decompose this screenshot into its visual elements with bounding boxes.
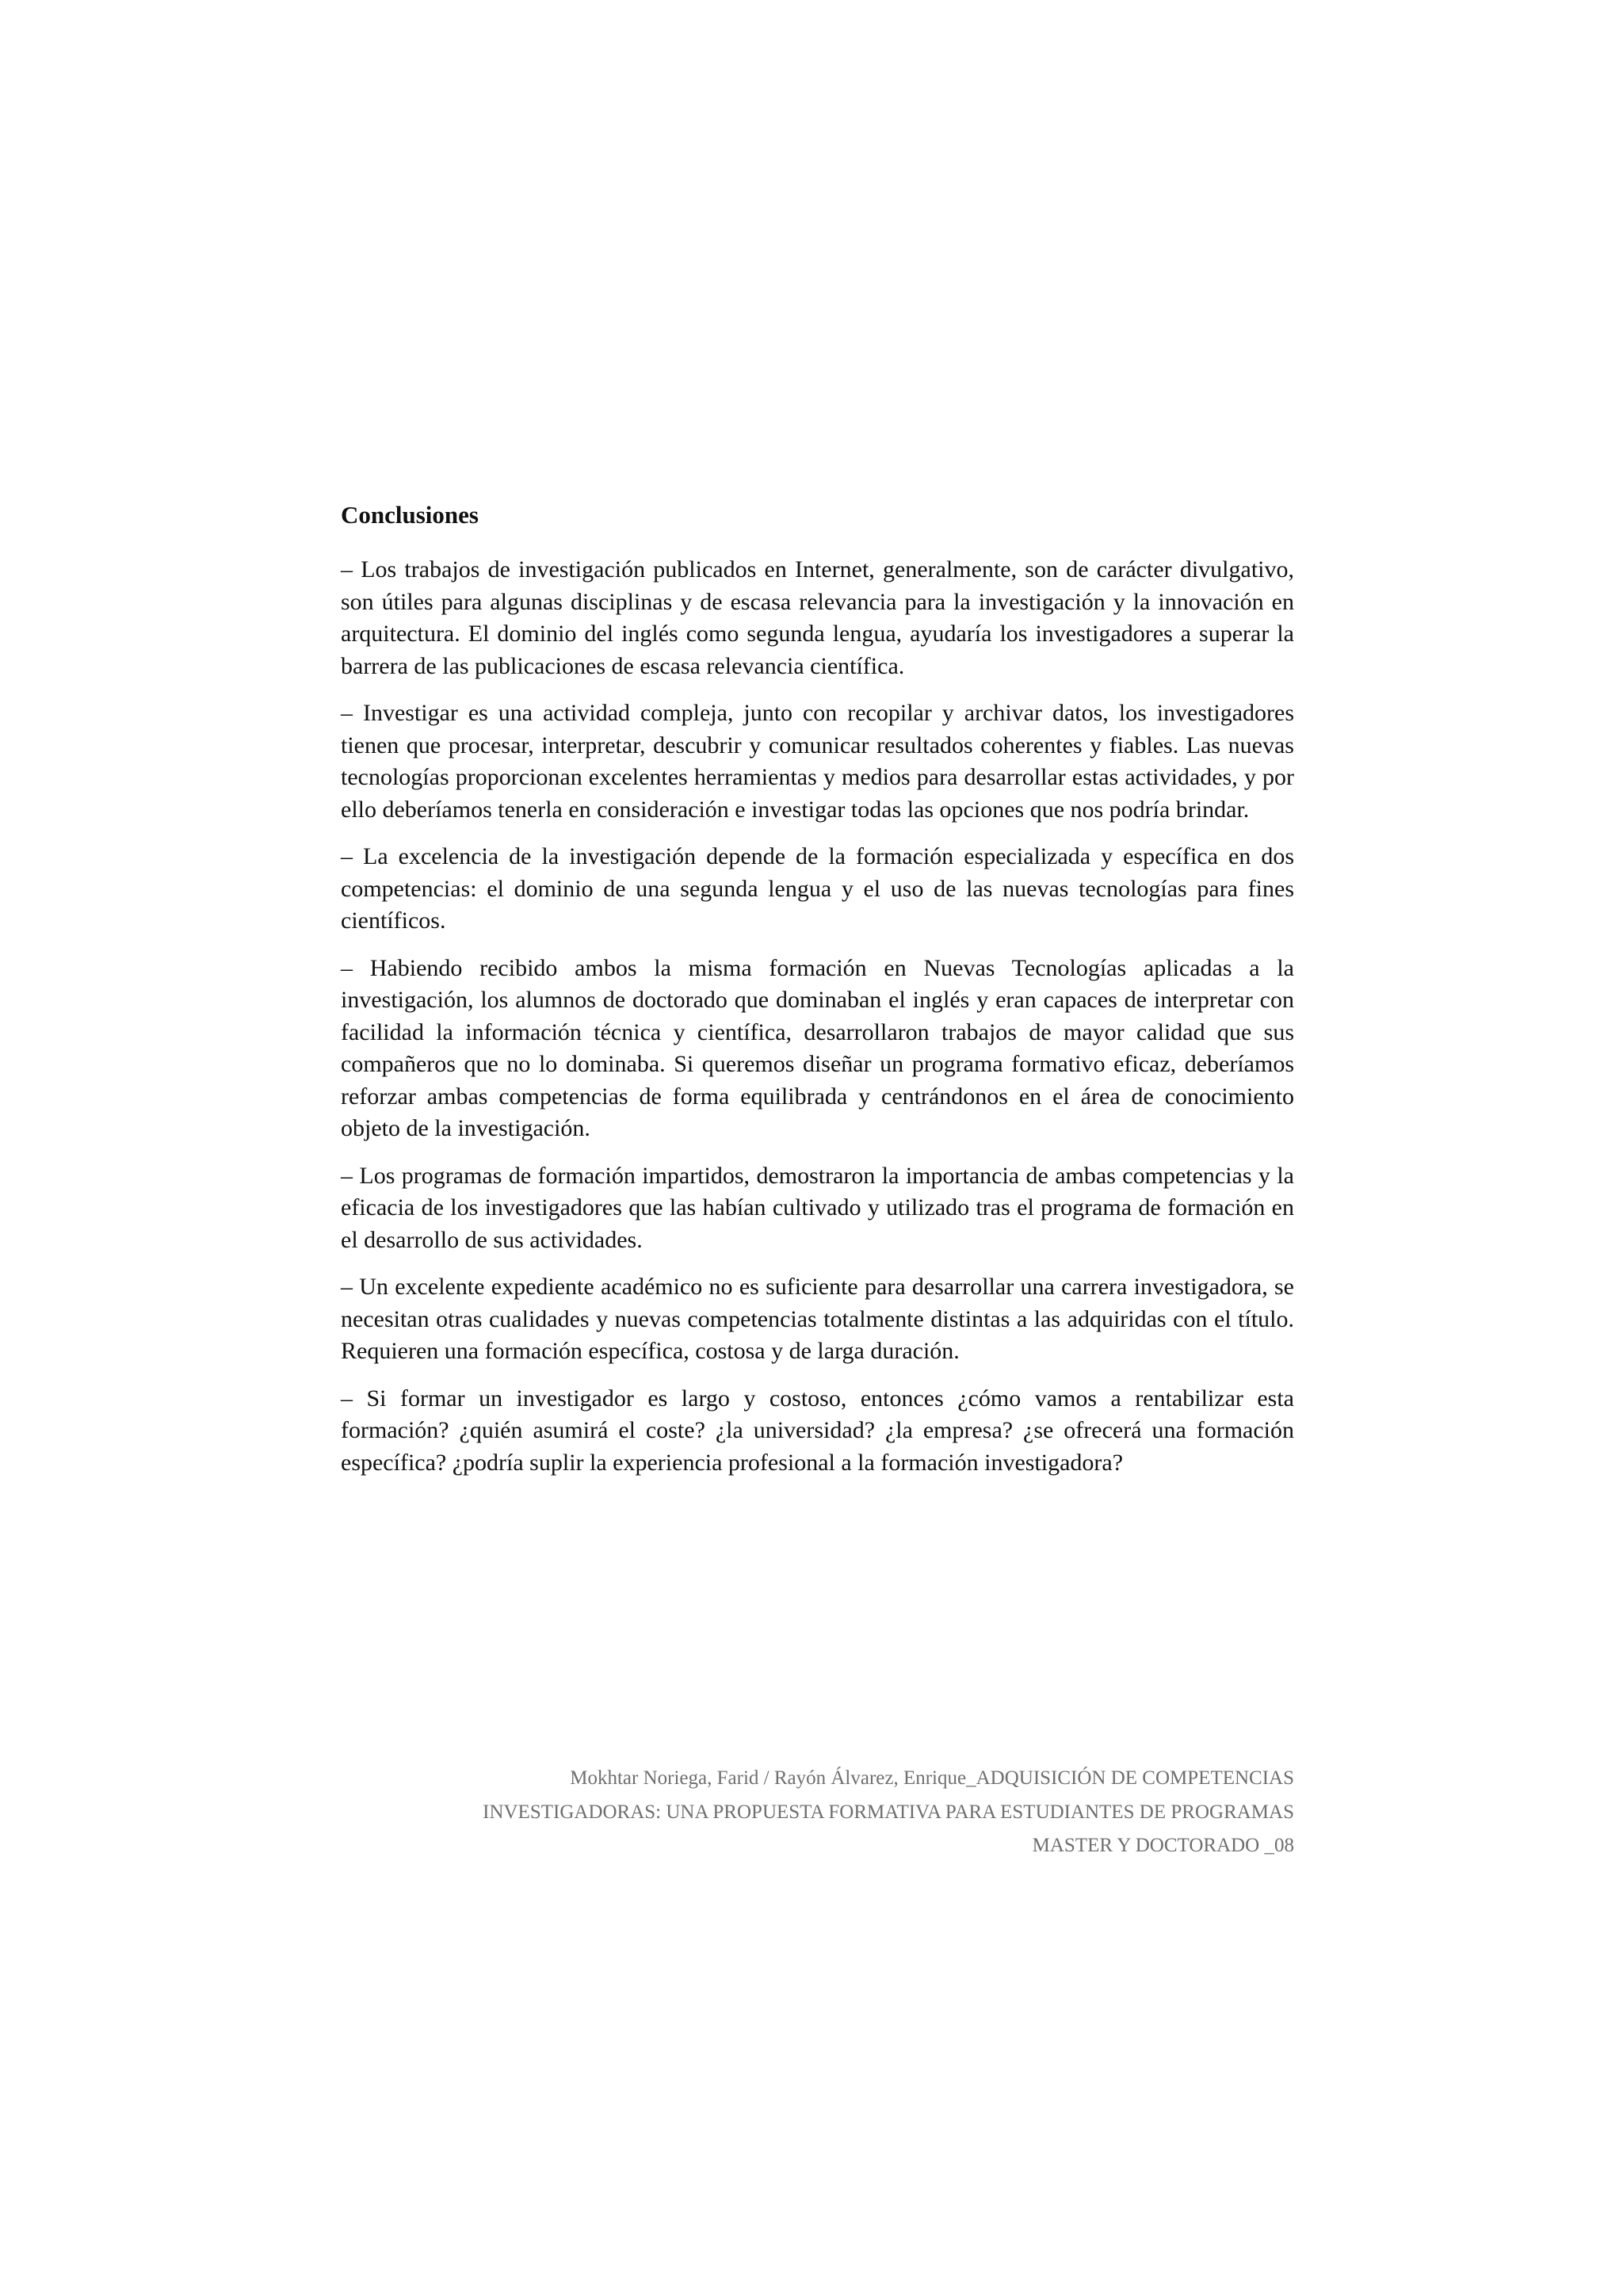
conclusion-paragraph: – Habiendo recibido ambos la misma formación en Nuevas Tecnologías aplicadas a la investigación, los alumnos de doctorado que dominaban el inglés y eran capaces de interpretar con facilidad la información técnica y científica, desarrollaron trabajos de mayor calidad que sus compañeros que no lo dominaba. Si queremos diseñar un programa formativo eficaz, deberíamos reforzar ambas competencias de forma equilibrada y centrándonos en el área de conocimiento objeto de la investigación. (341, 954, 1294, 1142)
conclusion-paragraph: – Los programas de formación impartidos, demostraron la importancia de ambas competencias y la eficacia de los investigadores que las habían cultivado y utilizado tras el programa de formación en el desarrollo de sus actividades. (341, 1162, 1294, 1253)
footer-line: MASTER Y DOCTORADO _08 (1032, 1835, 1294, 1856)
conclusion-paragraph: – Investigar es una actividad compleja, junto con recopilar y archivar datos, los investigadores tienen que procesar, interpretar, descubrir y comunicar resultados coherentes y fiables. Las nuevas tecnologías proporcionan excelentes herramientas y medios para desarrollar estas actividades, y por ello deberíamos tenerla en consideración e investigar todas las opciones que nos podría brindar. (341, 700, 1294, 823)
footer-line: INVESTIGADORAS: UNA PROPUESTA FORMATIVA PARA ESTUDIANTES DE PROGRAMAS (483, 1801, 1294, 1823)
conclusion-paragraph: – Un excelente expediente académico no es suficiente para desarrollar una carrera investigadora, se necesitan otras cualidades y nuevas competencias totalmente distintas a las adquiridas con el título. Requieren una formación específica, costosa y de larga duración. (341, 1274, 1294, 1365)
conclusion-paragraph: – Los trabajos de investigación publicados en Internet, generalmente, son de carácter divulgativo, son útiles para algunas disciplinas y de escasa relevancia para la investigación y la innovación en arquitectura. El dominio del inglés como segunda lengua, ayudaría los investigadores a superar la barrera de las publicaciones de escasa relevancia científica. (341, 556, 1294, 679)
conclusion-paragraph: – La excelencia de la investigación depende de la formación especializada y específica en dos competencias: el dominio de una segunda lengua y el uso de las nuevas tecnologías para fines científicos. (341, 843, 1294, 934)
footer-line: Mokhtar Noriega, Farid / Rayón Álvarez, Enrique_ADQUISICIÓN DE COMPETENCIAS (570, 1767, 1294, 1789)
conclusion-paragraph: – Si formar un investigador es largo y costoso, entonces ¿cómo vamos a rentabilizar esta formación? ¿quién asumirá el coste? ¿la universidad? ¿la empresa? ¿se ofrecerá una formación específica? ¿podría suplir la experiencia profesional a la formación investigadora? (341, 1385, 1294, 1476)
section-title: Conclusiones (341, 501, 479, 529)
page-footer (264, 1762, 1294, 1863)
main-content (341, 499, 1294, 1494)
